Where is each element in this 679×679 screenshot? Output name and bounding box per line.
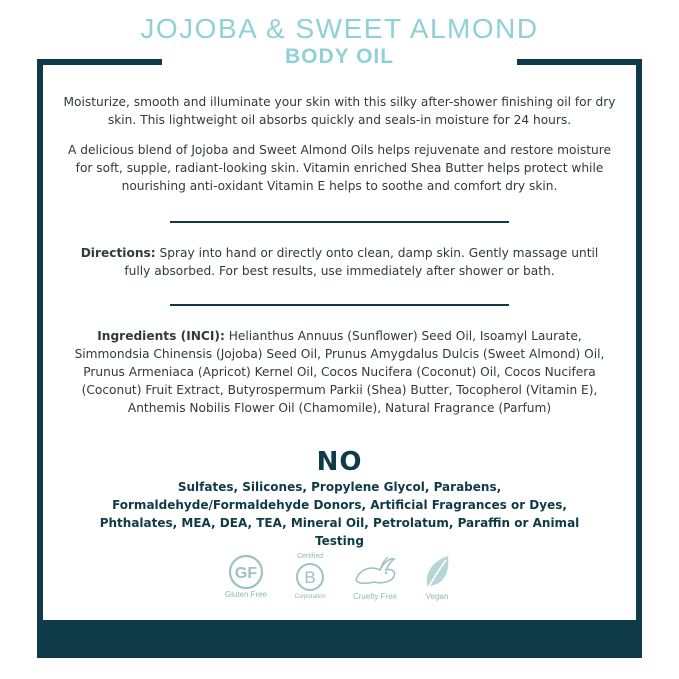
cruelty-free-label: Cruelty Free	[352, 592, 397, 601]
gluten-free-label: Gluten Free	[224, 590, 268, 599]
ingredients-label: Ingredients (INCI):	[97, 329, 225, 343]
vegan-label: Vegan	[425, 592, 449, 601]
gluten-free-mark: GF	[234, 565, 258, 582]
cruelty-free-badge	[345, 554, 405, 602]
directions-text: Spray into hand or directly onto clean, damp skin. Gently massage until fully absorbed. For best results, use immediately after shower or bath.	[124, 246, 599, 278]
frame-bottom-band	[37, 620, 642, 658]
free-from-heading: NO	[316, 447, 363, 477]
leaf-icon	[422, 554, 452, 592]
intro-paragraph-1: Moisturize, smooth and illuminate your skin with this silky after-shower finishing oil for dry skin. This lightweight oil absorbs quickly and seals-in moisture for 24 hours.	[63, 95, 616, 127]
b-corp-icon	[295, 562, 325, 592]
bunny-icon	[350, 554, 400, 592]
free-from-list: Sulfates, Silicones, Propylene Glycol, Parabens, Formaldehyde/Formaldehyde Donors, Artificial Fragrances or Dyes, Phthalates, MEA, DEA, TEA, Mineral Oil, Petrolatum, Paraffin or Animal Testing	[99, 480, 580, 548]
gluten-free-badge	[221, 554, 271, 600]
b-corp-label: Corporation	[294, 594, 326, 600]
directions-label: Directions:	[80, 246, 156, 260]
divider-1	[170, 221, 509, 223]
certification-badges	[215, 552, 465, 612]
divider-2	[170, 304, 509, 306]
vegan-badge	[415, 554, 459, 602]
product-subtitle: BODY OIL	[284, 45, 395, 68]
product-title: JOJOBA & SWEET ALMOND	[140, 13, 539, 44]
b-corp-mark: B	[304, 568, 316, 587]
b-corp-badge	[285, 552, 335, 602]
ingredients-text: Helianthus Annuus (Sunflower) Seed Oil, Isoamyl Laurate, Simmondsia Chinensis (Jojoba) Seed Oil, Prunus Amygdalus Dulcis (Sweet Almond) Oil, Prunus Armeniaca (Apricot) Kernel Oil, Cocos Nucifera (Coconut) Oil, Cocos Nucifera (Coconut) Fruit Extract, Butyrospermum Parkii (Shea) Butter, Tocopherol (Vitamin E), Anthemis Nobilis Flower Oil (Chamomile), Natural Fragrance (Parfum)	[74, 329, 605, 415]
directions	[70, 244, 609, 280]
b-corp-top-label: Certified	[296, 553, 324, 560]
ingredients	[60, 327, 619, 417]
frame-top-right	[517, 59, 642, 65]
frame-top-left	[37, 59, 162, 65]
gluten-free-icon	[228, 554, 264, 590]
intro-paragraph-2: A delicious blend of Jojoba and Sweet Almond Oils helps rejuvenate and restore moisture for soft, supple, radiant-looking skin. Vitamin enriched Shea Butter helps protect while nourishing anti-oxidant Vitamin E helps to soothe and comfort dry skin.	[68, 143, 611, 193]
